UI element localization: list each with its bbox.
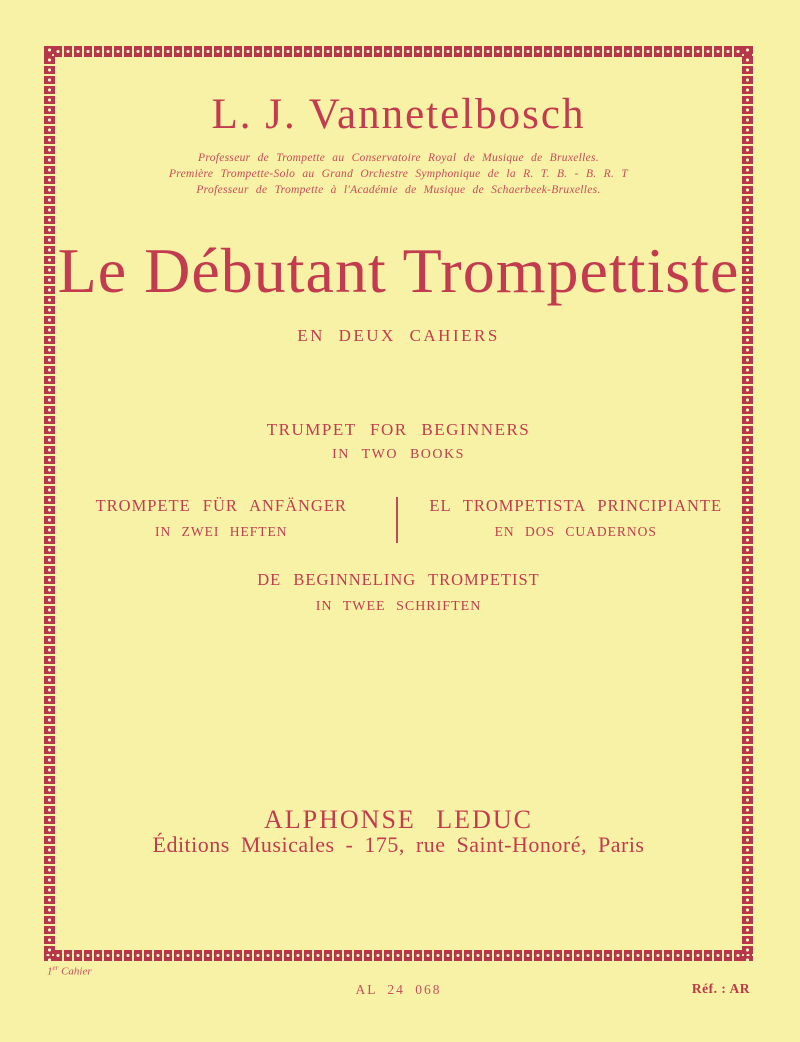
author-credits: [44, 150, 753, 198]
border-top-ornament: [44, 46, 753, 57]
translation-spanish-subtitle: EN DOS CUADERNOS: [494, 524, 657, 539]
column-divider-rule: [396, 497, 398, 543]
translation-english-title: TRUMPET FOR BEGINNERS: [266, 420, 531, 439]
title-subtitle: EN DEUX CAHIERS: [297, 326, 500, 345]
plate-number: AL 24 068: [355, 982, 442, 997]
translation-german: [44, 496, 399, 540]
volume-number: 1: [47, 965, 53, 978]
translation-dutch-subtitle: IN TWEE SCHRIFTEN: [315, 599, 482, 614]
author-credit-line-3: Professeur de Trompette à l'Académie de Musique de Schaerbeek-Bruxelles.: [196, 184, 601, 196]
border-bottom-ornament: [44, 950, 753, 961]
translation-german-title: TROMPETE FÜR ANFÄNGER: [95, 496, 347, 515]
author-credit-line-1: Professeur de Trompette au Conservatoire Royal de Musique de Bruxelles.: [198, 152, 599, 164]
translation-columns: [44, 496, 753, 540]
translation-spanish: [399, 496, 754, 540]
publisher-address: Éditions Musicales - 175, rue Saint-Honoré, Paris: [152, 832, 645, 857]
volume-word: Cahier: [61, 965, 92, 978]
volume-label: [47, 964, 92, 978]
main-title: Le Débutant Trompettiste: [57, 235, 740, 306]
author-credit-line-2: Première Trompette-Solo au Grand Orchestre Symphonique de la R. T. B. - B. R. T: [168, 168, 629, 180]
volume-ordinal-suffix: er: [52, 964, 59, 972]
reference-code: Réf. : AR: [691, 981, 750, 996]
translation-english-subtitle: IN TWO BOOKS: [332, 447, 465, 462]
translation-german-subtitle: IN ZWEI HEFTEN: [155, 524, 288, 539]
translation-spanish-title: EL TROMPETISTA PRINCIPIANTE: [429, 496, 723, 515]
author-name: L. J. Vannetelbosch: [211, 91, 586, 138]
translation-dutch-title: DE BEGINNELING TROMPETIST: [257, 570, 540, 589]
publisher-name: ALPHONSE LEDUC: [264, 805, 533, 834]
